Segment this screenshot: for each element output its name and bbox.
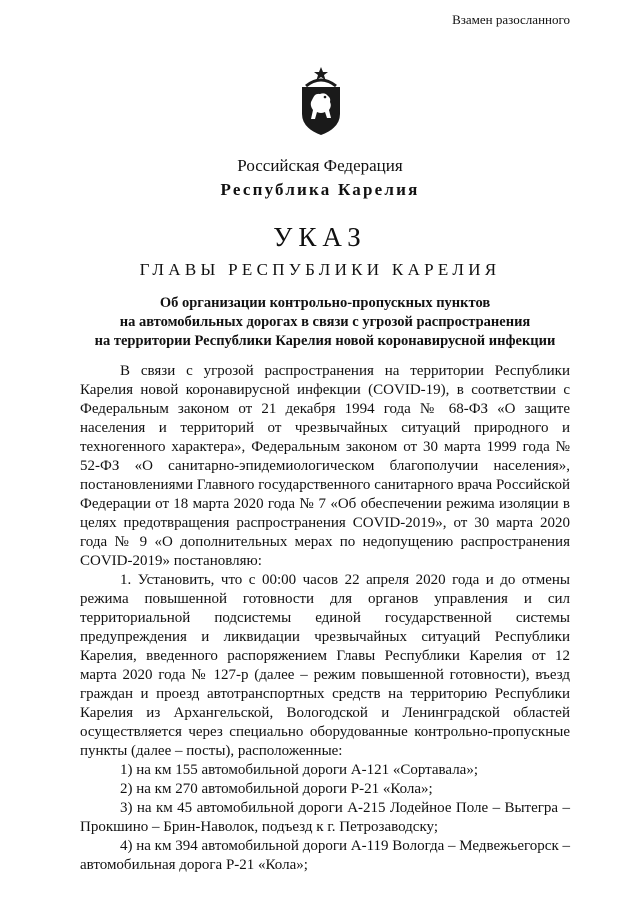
karelia-coat-of-arms-icon bbox=[298, 66, 344, 136]
country-name: Российская Федерация bbox=[237, 156, 403, 175]
checkpoint-item-4: 4) на км 394 автомобильной дороги А-119 Вологда – Медвежьегорск – автомобильная дорога Р-21 «Кола»; bbox=[80, 838, 570, 873]
decree-body bbox=[80, 362, 570, 875]
republic-name: Республика Карелия bbox=[220, 180, 420, 199]
document-type: УКАЗ bbox=[273, 222, 367, 252]
title-line-3: на территории Республики Карелия новой коронавирусной инфекции bbox=[94, 333, 556, 349]
issuing-authority: ГЛАВЫ РЕСПУБЛИКИ КАРЕЛИЯ bbox=[139, 260, 501, 279]
checkpoint-item-1: 1) на км 155 автомобильной дороги А-121 «Сортавала»; bbox=[120, 762, 479, 778]
decree-title bbox=[80, 294, 570, 351]
preamble-paragraph: В связи с угрозой распространения на территории Республики Карелия новой коронавирусной инфекции (COVID-19), в соответствии с Федеральным законом от 21 декабря 1994 года № 68-ФЗ «О защите населения и территорий от чрезвычайных ситуаций природного и техногенного характера», Федеральным законом от 30 марта 1999 года № 52-ФЗ «О санитарно-эпидемиологическом благополучии населения», постановлениями Главного государственного санитарного врача Российской Федерации от 18 марта 2020 года № 7 «Об обеспечении режима изоляции в целях предотвращения распространения COVID-2019», от 30 марта 2020 года № 9 «О дополнительных мерах по недопущению распространения COVID-2019» постановляю: bbox=[80, 363, 570, 569]
title-line-1: Об организации контрольно-пропускных пунктов bbox=[159, 295, 491, 311]
checkpoint-item-3: 3) на км 45 автомобильной дороги А-215 Лодейное Поле – Вытегра – Прокшино – Брин-Наволок, подъезд к г. Петрозаводску; bbox=[80, 800, 570, 835]
clause-1-paragraph: 1. Установить, что с 00:00 часов 22 апреля 2020 года и до отмены режима повышенной готовности для органов управления и сил территориальной подсистемы единой государственной системы предупреждения и ликвидации чрезвычайных ситуаций Республики Карелия, введенного распоряжением Главы Республики Карелия от 12 марта 2020 года № 127-р (далее – режим повышенной готовности), въезд граждан и проезд автотранспортных средств на территорию Республики Карелия из Архангельской, Вологодской и Ленинградской областей осуществляется через специально оборудованные контрольно-пропускные пункты (далее – посты), расположенные: bbox=[80, 572, 570, 759]
title-line-2: на автомобильных дорогах в связи с угрозой распространения bbox=[119, 314, 531, 330]
checkpoint-item-2: 2) на км 270 автомобильной дороги Р-21 «Кола»; bbox=[120, 781, 433, 797]
distribution-stamp: Взамен разосланного bbox=[452, 12, 570, 27]
